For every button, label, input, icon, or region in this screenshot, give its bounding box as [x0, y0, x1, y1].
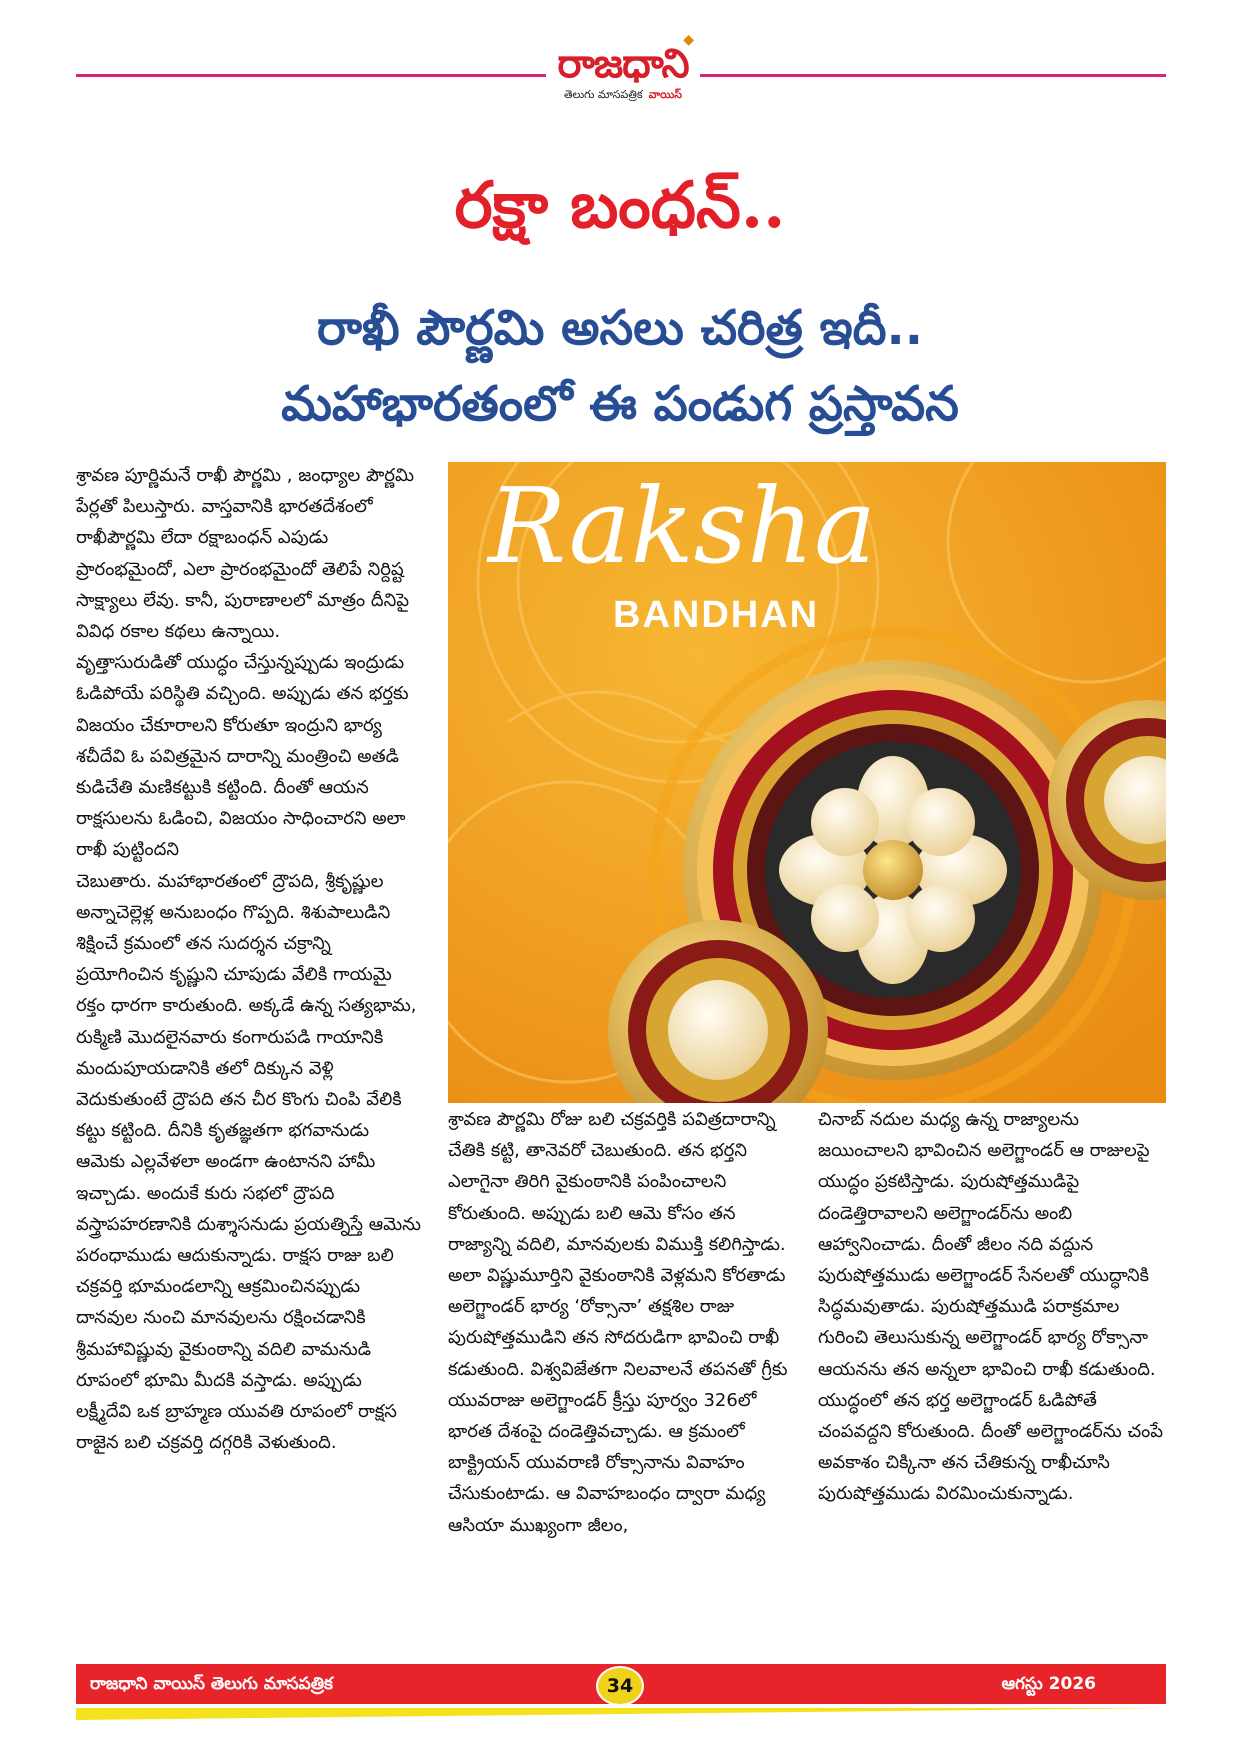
rakhi-illustration — [448, 462, 1166, 1103]
masthead-edition: వాయిస్ — [648, 88, 682, 101]
article-column-1 — [76, 460, 422, 1459]
lamp-icon: ◆ — [683, 32, 694, 48]
article-column-3 — [818, 1104, 1166, 1510]
article-kicker: రక్షా బంధన్.. — [454, 168, 786, 243]
raksha-bandhan-image — [448, 462, 1166, 1103]
raksha-script-text: Raksha — [488, 465, 877, 587]
paragraph: శ్రావణ పూర్ణిమనే రాఖీ పౌర్ణమి , జంధ్యాల పౌర్ణమి పేర్లతో పిలుస్తారు. వాస్తవానికి భారతదేశంలో రాఖీపౌర్ణమి లేదా రక్షాబంధన్ ఎపుడు ప్రారంభమైందో, ఎలా ప్రారంభమైందో తెలిపే నిర్దిష్ట సాక్ష్యాలు లేవు. కానీ, పురాణాలలో మాత్రం దీనిపై వివిధ రకాల కథలు ఉన్నాయి. — [76, 465, 415, 643]
headline-line-2: మహాభారతంలో ఈ పండుగ ప్రస్తావన — [281, 376, 959, 432]
paragraph: చినాబ్ నదుల మధ్య ఉన్న రాజ్యాలను జయించాలని భావించిన అలెగ్జాండర్ ఆ రాజులపై యుద్ధం ప్రకటిస్తాడు. పురుషోత్తముడిపై దండెత్తిరావాలని అలెగ్జాండర్‌ను అంబి ఆహ్వానించాడు. దీంతో జీలం నది వద్దున పురుషోత్తముడు అలెగ్జాండర్ సేనలతో యుద్ధానికి సిద్ధమవుతాడు. పురుషోత్తముడి పరాక్రమాల గురించి తెలుసుకున్న అలెగ్జాండర్ భార్య రోక్సానా ఆయనను తన అన్నలా భావించి రాఖీ కడుతుంది. యుద్ధంలో తన భర్త అలెగ్జాండర్ ఓడిపోతే చంపవద్దని కోరుతుంది. దీంతో అలెగ్జాండర్‌ను చంపే అవకాశం చిక్కినా తన చేతికున్న రాఖీచూసి పురుషోత్తముడు విరమించుకున్నాడు. — [818, 1109, 1164, 1505]
page-number: 34 — [596, 1666, 644, 1706]
paragraph: చెబుతారు. మహాభారతంలో ద్రౌపది, శ్రీకృష్ణుల అన్నాచెల్లెళ్ల అనుబంధం గొప్పది. శిశుపాలుడిని శిక్షించే క్రమంలో తన సుదర్శన చక్రాన్ని ప్రయోగించిన కృష్ణుని చూపుడు వేలికి గాయమై రక్తం ధారగా కారుతుంది. అక్కడే ఉన్న సత్యభామ, రుక్మిణి మొదలైనవారు కంగారుపడి గాయానికి మందుపూయడానికి తలో దిక్కున వెళ్లి వెదుకుతుంటే ద్రౌపది తన చీర కొంగు చింపి వేలికి కట్టు కట్టింది. దీనికి కృతజ్ఞతగా భగవానుడు ఆమెకు ఎల్లవేళలా అండగా ఉంటానని హామీ ఇచ్చాడు. అందుకే కురు సభలో ద్రౌపది వస్త్రాపహరణానికి దుశ్శాసనుడు ప్రయత్నిస్తే ఆమెను పరంధాముడు ఆదుకున్నాడు. రాక్షస రాజు బలి చక్రవర్తి భూమండలాన్ని ఆక్రమించినప్పుడు దానవుల నుంచి మానవులను రక్షించడానికి శ్రీమహావిష్ణువు వైకుంఠాన్ని వదిలి వామనుడి రూపంలో భూమి మీదకి వస్తాడు. అప్పుడు లక్ష్మీదేవి ఒక బ్రాహ్మణ యువతి రూపంలో రాక్షస రాజైన బలి చక్రవర్తి దగ్గరికి వెళుతుంది. — [76, 870, 422, 1454]
masthead-logo: రాజధాని — [557, 41, 689, 87]
masthead — [548, 30, 698, 112]
paragraph: శ్రావణ పౌర్ణమి రోజు బలి చక్రవర్తికి పవిత్రదారాన్ని చేతికి కట్టి, తానెవరో చెబుతుంది. తన భర్తని ఎలాగైనా తిరిగి వైకుంఠానికి పంపించాలని కోరుతుంది. అప్పుడు బలి ఆమె కోసం తన రాజ్యాన్ని వదిలి, మానవులకు విముక్తి కలిగిస్తాడు. అలా విష్ణుమూర్తిని వైకుంఠానికి వెళ్లమని కోరతాడు అలెగ్జాండర్ భార్య ‘రోక్సానా’ తక్షశిల రాజు పురుషోత్తముడిని తన సోదరుడిగా భావించి రాఖీ కడుతుంది. విశ్వవిజేతగా నిలవాలనే తపనతో గ్రీకు యువరాజు అలెగ్జాండర్ క్రీస్తు పూర్వం 326లో భారత దేశంపై దండెత్తివచ్చాడు. ఆ క్రమంలో బాక్ట్రియన్ యువరాణి రోక్సానాను వివాహం చేసుకుంటాడు. ఆ వివాహబంధం ద్వారా మధ్య ఆసియా ముఖ్యంగా జీలం, — [448, 1109, 788, 1536]
footer-publication: రాజధాని వాయిస్ తెలుగు మాసపత్రిక — [90, 1674, 333, 1694]
paragraph: వృత్తాసురుడితో యుద్ధం చేస్తున్నప్పుడు ఇంద్రుడు ఓడిపోయే పరిస్థితి వచ్చింది. అప్పుడు తన భర్తకు విజయం చేకూరాలని కోరుతూ ఇంద్రుని భార్య శచీదేవి ఓ పవిత్రమైన దారాన్ని మంత్రించి అతడి కుడిచేతి మణికట్టుకి కట్టింది. దీంతో ఆయన రాక్షసులను ఓడించి, విజయం సాధించారని అలా రాఖీ పుట్టిందని — [76, 652, 409, 861]
footer-date: ఆగస్టు 2026 — [1001, 1674, 1096, 1694]
headline-line-1: రాఖీ పౌర్ణమి అసలు చరిత్ర ఇదీ.. — [316, 300, 924, 356]
masthead-tagline: తెలుగు మాసపత్రిక — [564, 88, 643, 101]
masthead-subtitle — [548, 88, 698, 104]
masthead-rule-left — [76, 74, 546, 77]
footer-accent-strip — [76, 1708, 1166, 1720]
article-column-2 — [448, 1104, 798, 1541]
bandhan-text: BANDHAN — [613, 594, 820, 636]
masthead-rule-right — [700, 74, 1166, 77]
